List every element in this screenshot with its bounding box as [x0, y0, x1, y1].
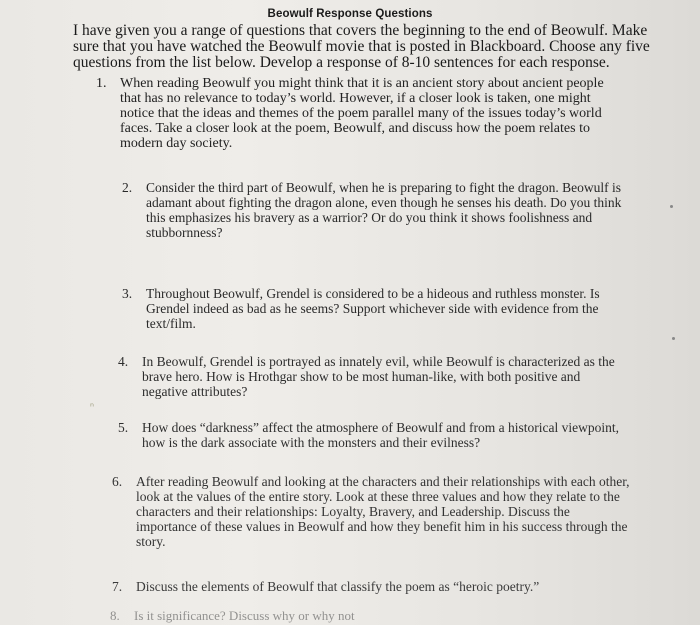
- question-number: 7.: [112, 579, 123, 594]
- question-text: In Beowulf, Grendel is portrayed as innately evil, while Beowulf is characterized as the brave hero. How is Hrothgar show to be most human-like, with both positive and negative attributes?: [142, 354, 615, 399]
- question-item: [112, 474, 632, 549]
- question-item: [96, 76, 606, 151]
- question-text: Is it significance? Discuss why or why not: [134, 608, 355, 623]
- speck-dot: [670, 205, 673, 208]
- document-title: Beowulf Response Questions: [267, 8, 433, 20]
- question-number: 3.: [122, 286, 133, 301]
- pencil-mark: ⁿ: [90, 402, 94, 413]
- question-text: Throughout Beowulf, Grendel is considered to be a hideous and ruthless monster. Is Grendel indeed as bad as he seems? Support whichever side with evidence from the text/film.: [146, 286, 600, 331]
- question-text: After reading Beowulf and looking at the characters and their relationships with each other, look at the values of the entire story. Look at these three values and how they relate to the characters and their relationships: Loyalty, Bravery, and Leadership. Discuss the importance of these values in Beowulf and how they benefit him in his success through the story.: [136, 474, 630, 549]
- question-number: 8.: [110, 608, 120, 623]
- question-number: 2.: [122, 180, 133, 195]
- question-number: 6.: [112, 474, 123, 489]
- question-number: 1.: [96, 76, 107, 91]
- intro-paragraph: I have given you a range of questions that covers the beginning to the end of Beowulf. Make sure that you have watched the Beowulf movie that is posted in Blackboard. Choose any five questions from the list below. Develop a response of 8-10 sentences for each response.: [73, 22, 650, 71]
- question-item: [118, 420, 628, 450]
- question-text: Discuss the elements of Beowulf that classify the poem as “heroic poetry.”: [136, 579, 540, 594]
- question-text: Consider the third part of Beowulf, when he is preparing to fight the dragon. Beowulf is adamant about fighting the dragon alone, even though he senses his death. Do you think this emphasizes his bravery as a warrior? Or do you think it shows foolishness and stubbornness?: [146, 180, 622, 240]
- question-item-partial: [110, 608, 610, 623]
- question-text: When reading Beowulf you might think that it is an ancient story about ancient people that has no relevance to today’s world. However, if a closer look is taken, one might notice that the ideas and themes of the poem parallel many of the issues today’s world faces. Take a closer look at the poem, Beowulf, and discuss how the poem relates to modern day society.: [120, 76, 604, 151]
- question-text: How does “darkness” affect the atmosphere of Beowulf and from a historical viewpoint, how is the dark associate with the monsters and their evilness?: [142, 420, 619, 450]
- speck-dot: [672, 337, 675, 340]
- question-number: 4.: [118, 354, 129, 369]
- question-item: [118, 354, 623, 399]
- question-item: [122, 286, 622, 331]
- question-item: [112, 579, 612, 594]
- question-number: 5.: [118, 420, 129, 435]
- question-item: [122, 180, 632, 240]
